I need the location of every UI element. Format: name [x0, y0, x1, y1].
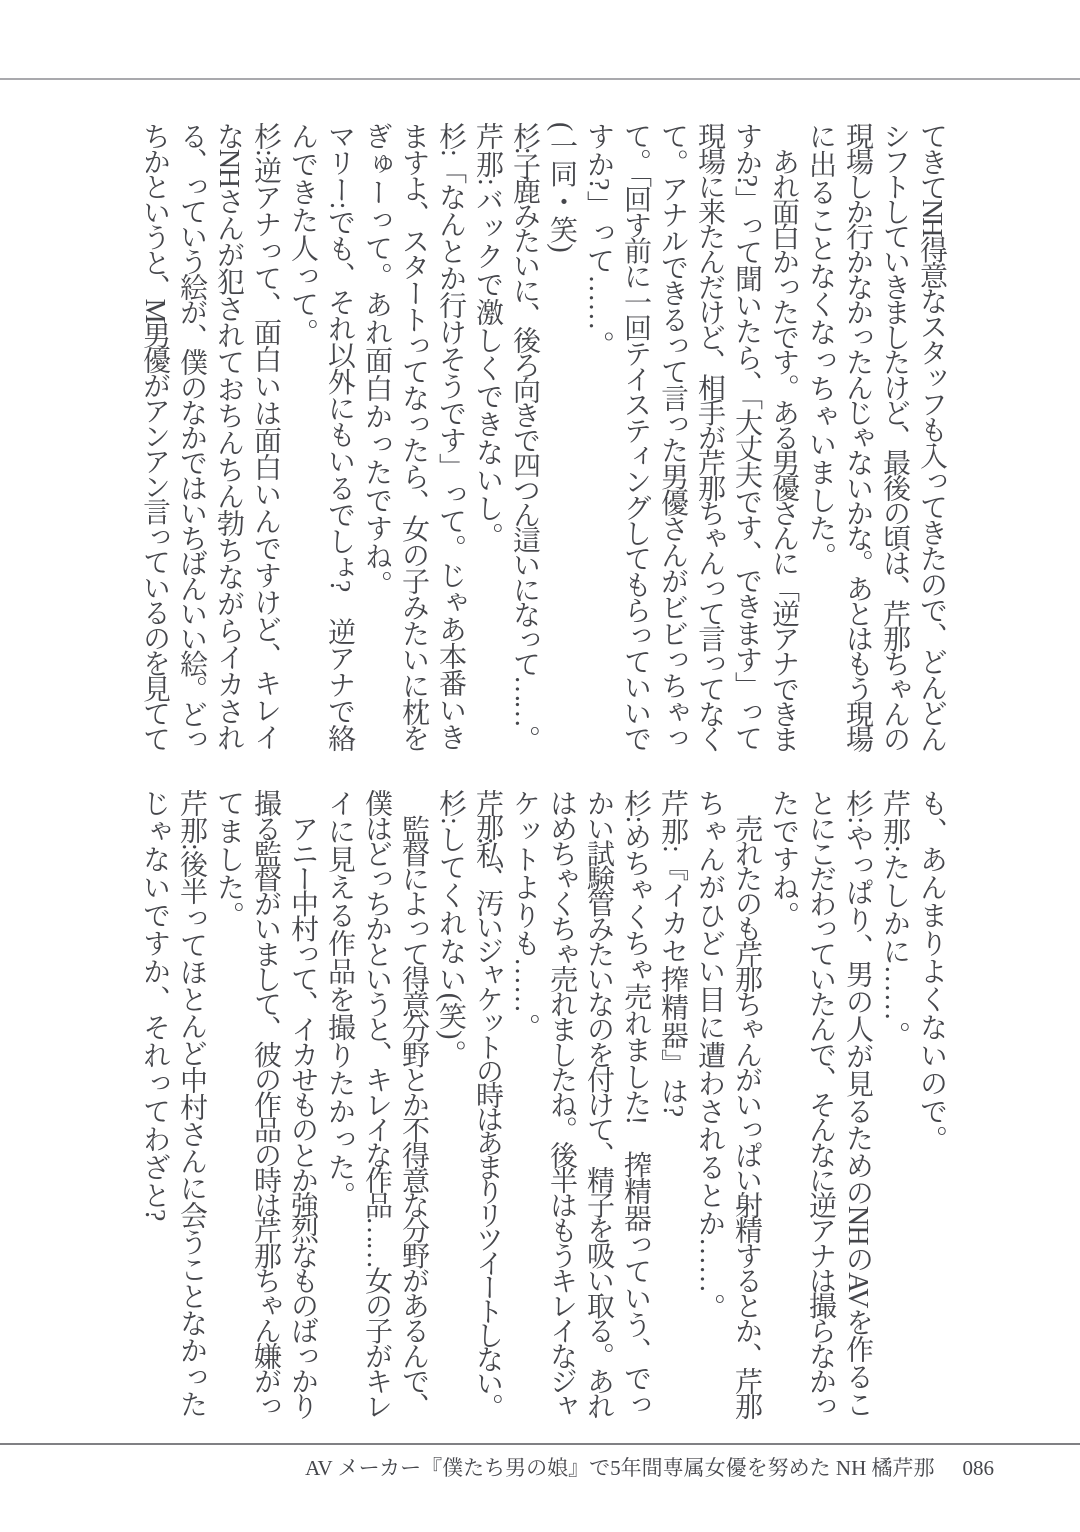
text-column: て。アナルできるって言った男優さんがビビっちゃっ — [657, 122, 688, 751]
text-column: たですね。 — [768, 789, 799, 929]
text-column: も、あんまりよくないので。 — [916, 789, 947, 1153]
text-column: に出ることなくなっちゃいました。 — [805, 122, 836, 570]
text-column: ケットよりも……。 — [509, 789, 540, 1041]
text-column: 売れたのも芹那ちゃんがいっぱい射精するとか、芹那 — [731, 789, 762, 1418]
text-column: はめちゃくちゃ売れましたね。後半はもうキレイなジャ — [546, 789, 577, 1418]
text-column: シフトしていきましたけど、最後の頃は、芹那ちゃんの — [879, 122, 910, 751]
text-column: ちかというと、M男優がアンアン言っているのを見てて — [139, 122, 170, 750]
text-column: じゃないですか、それってわざと? — [139, 789, 170, 1222]
top-divider-rule — [0, 78, 1080, 80]
text-column: とにこだわっていたんで、そんなに逆アナは撮らなかっ — [805, 789, 836, 1418]
text-column: 撮る監督がいまして、彼の作品の時は芹那ちゃん嫌がっ — [250, 789, 281, 1418]
page-footer — [305, 1455, 994, 1481]
text-column: 杉:「なんとか行けそうです」って。じゃあ本番いき — [435, 122, 466, 750]
text-column: んできた人って。 — [287, 122, 318, 346]
text-column: 芹那:後半ってほとんど中村さんに会うことなかった — [176, 789, 207, 1417]
text-column: 芹那:『イカセ搾精器』は? — [657, 789, 688, 1118]
vertical-text-block-top — [136, 122, 950, 750]
text-column: 杉:逆アナって、面白いは面白いんですけど、キレイ — [250, 122, 281, 750]
text-column: あれ面白かったです。ある男優さんに「逆アナできま — [768, 122, 799, 751]
text-column: 芹那:たしかに……。 — [879, 789, 910, 1049]
text-column: ますよ、スタートってなったら、女の子みたいに枕を — [398, 122, 429, 751]
text-column: 杉:めちゃくちゃ売れました! 搾精器っていう、でっ — [620, 789, 651, 1418]
text-column: てました。 — [213, 789, 244, 929]
text-column: る、っていう絵が、僕のなかではいちばんいい絵。どっ — [176, 122, 207, 751]
text-column: アニー中村って、イカせものとか強烈なものばっかり — [287, 789, 318, 1418]
text-column: て。「回す前に一回テイスティングしてもらっていいで — [620, 122, 651, 751]
text-column: 杉:子鹿みたいに、後ろ向きで四つん這いになって……。 — [509, 122, 540, 750]
text-column: ちゃんがひどい目に遭わされるとか……。 — [694, 789, 725, 1321]
text-column: 現場に来たんだけど、相手が芹那ちゃんって言ってなく — [694, 122, 725, 751]
text-column: 監督によって得意分野とか不得意な分野があるんで、 — [398, 789, 429, 1418]
text-column: 現場しか行かなかったんじゃないかな。あとはもう現場 — [842, 122, 873, 751]
running-title: AV メーカー『僕たち男の娘』で5年間専属女優を努めた NH 橘芹那 — [305, 1456, 935, 1480]
text-column: 杉:やっぱり、男の人が見るためのNHのAVを作るこ — [842, 789, 873, 1418]
text-column: 僕はどっちかというと、キレイな作品……女の子がキレ — [361, 789, 392, 1418]
text-column: てきてNH得意なスタッフも入ってきたので、どんどん — [916, 122, 947, 751]
text-column: ぎゅーって。あれ面白かったですね。 — [361, 122, 392, 598]
text-column: イに見える作品を撮りたかった。 — [324, 789, 355, 1209]
text-column: かい試験管みたいなのを付けて、精子を吸い取る。あれ — [583, 789, 614, 1418]
text-column: なNHさんが犯されておちんちん勃ちながらイカされ — [213, 122, 244, 751]
text-column: すか?」って……。 — [583, 122, 614, 359]
page-number: 086 — [962, 1456, 994, 1480]
footer-divider-rule — [0, 1443, 1080, 1445]
text-column: すか?」って聞いたら、「大丈夫です、できます」って — [731, 122, 762, 751]
text-column: 芹那:私、汚いジャケットの時はあまりリツイートしない。 — [472, 789, 503, 1417]
text-column: (一同・笑) — [546, 122, 577, 253]
text-column: 杉:してくれない(笑)。 — [435, 789, 466, 1068]
text-column: 芹那:バックで激しくできないし。 — [472, 122, 503, 550]
text-column: マリー:でも、それ以外にもいるでしょ? 逆アナで絡 — [324, 122, 355, 751]
vertical-text-block-bottom — [136, 789, 950, 1417]
